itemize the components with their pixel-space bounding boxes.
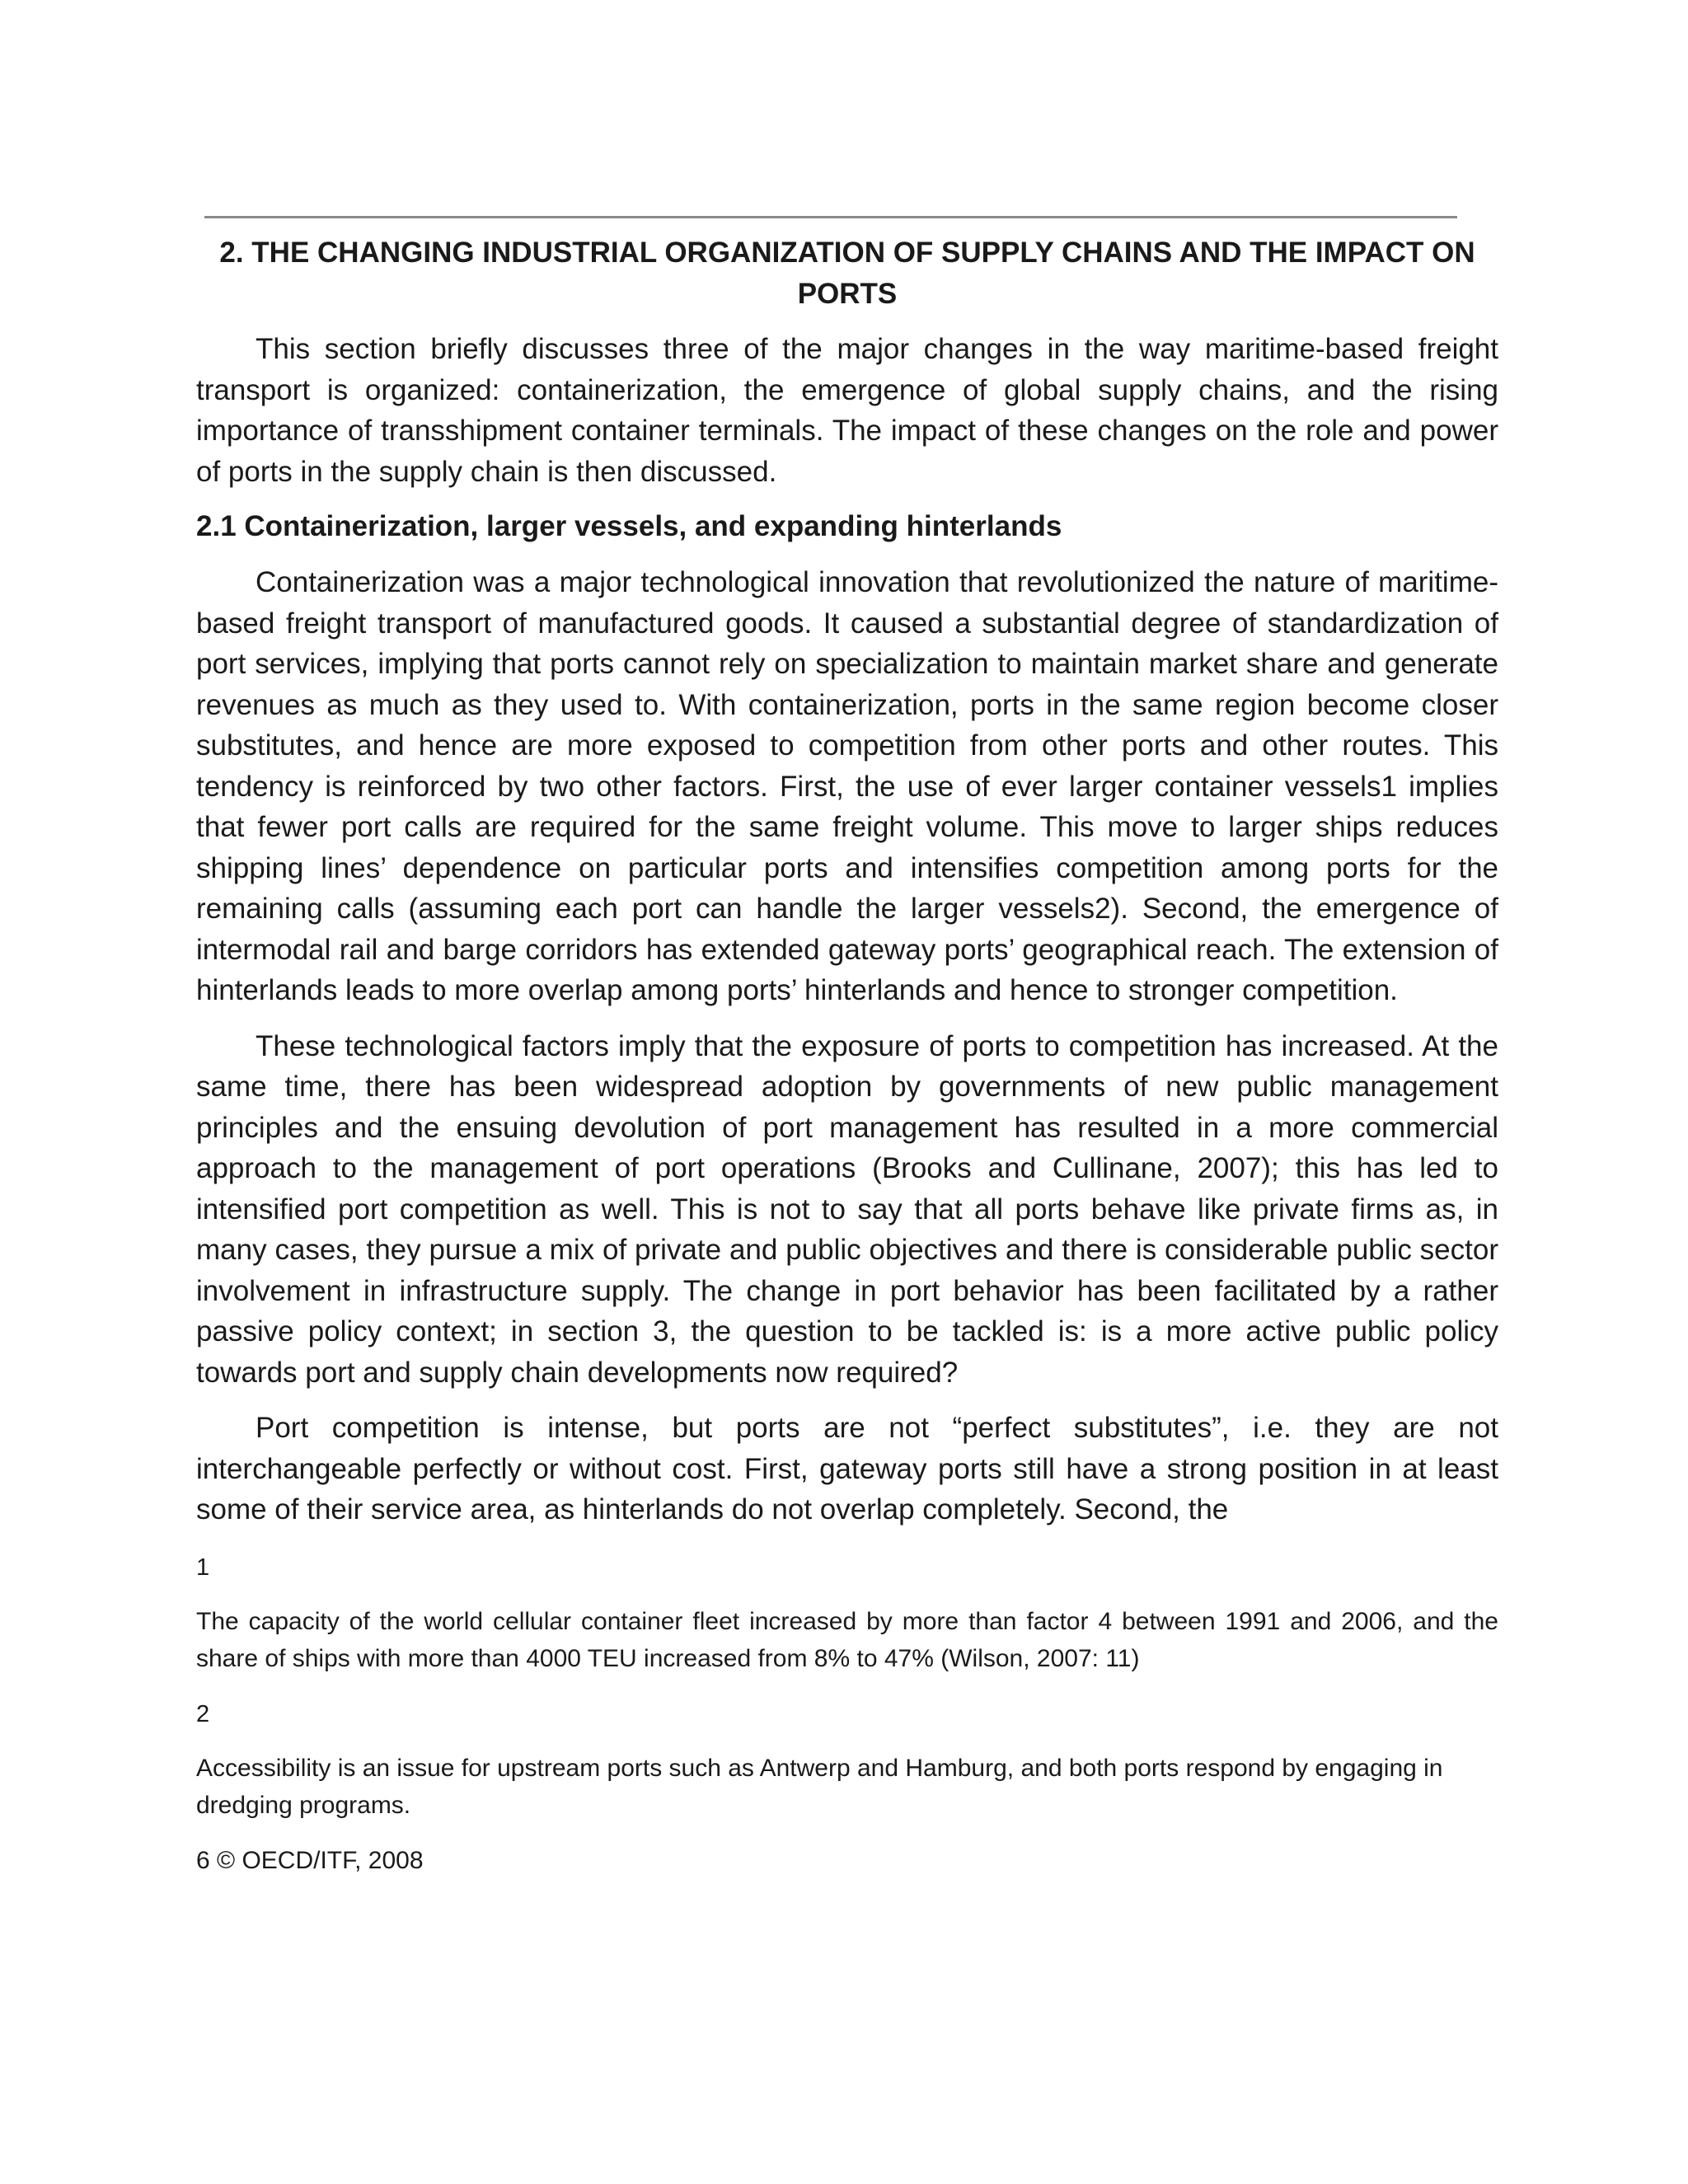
body-paragraph-competition: These technological factors imply that the exposure of ports to competition has increased. At the same time, there has been widespread adoption by governments of new public management principles and the ensuing devolution of port management has resulted in a more commercial approach to the management of port operations (Brooks and Cullinane, 2007); this has led to intensified port competition as well. This is not to say that all ports behave like private firms as, in many cases, they pursue a mix of private and public objectives and there is considerable public sector involvement in infrastructure supply. The change in port behavior has been facilitated by a rather passive policy context; in section 3, the question to be tackled is: is a more active public policy towards port and supply chain developments now required?: [196, 1029, 1498, 1389]
section-title: 2. THE CHANGING INDUSTRIAL ORGANIZATION OF SUPPLY CHAINS AND THE IMPACT ON PORTS: [219, 237, 1475, 310]
footnote-2-text: Accessibility is an issue for upstream ports such as Antwerp and Hamburg, and both ports respond by engaging in dredging programs.: [196, 1754, 1443, 1819]
intro-paragraph: This section briefly discusses three of the major changes in the way maritime-based freight transport is organized: containerization, the emergence of global supply chains, and the rising importance of transshipment container terminals. The impact of these changes on the role and power of ports in the supply chain is then discussed.: [196, 333, 1498, 488]
body-paragraph-containerization: Containerization was a major technological innovation that revolutionized the nature of maritime-based freight transport of manufactured goods. It caused a substantial degree of standardization of port services, implying that ports cannot rely on specialization to maintain market share and generate revenues as much as they used to. With containerization, ports in the same region become closer substitutes, and hence are more exposed to competition from other ports and other routes. This tendency is reinforced by two other factors. First, the use of ever larger container vessels1 implies that fewer port calls are required for the same freight volume. This move to larger ships reduces shipping lines’ dependence on particular ports and intensifies competition among ports for the remaining calls (assuming each port can handle the larger vessels2). Second, the emergence of intermodal rail and barge corridors has extended gateway ports’ geographical reach. The extension of hinterlands leads to more overlap among ports’ hinterlands and hence to stronger competition.: [196, 566, 1498, 1006]
footnote-1-mark: 1: [196, 1554, 210, 1581]
footnote-2-mark: 2: [196, 1700, 210, 1727]
header-rule: [204, 216, 1457, 218]
page-footer: 6 © OECD/ITF, 2008: [196, 1846, 424, 1874]
footnote-1-text: The capacity of the world cellular container fleet increased by more than factor 4 between 1991 and 2006, and the share of ships with more than 4000 TEU increased from 8% to 47% (Wilson, 2007: 11): [196, 1607, 1498, 1672]
subsection-title: 2.1 Containerization, larger vessels, and expanding hinterlands: [196, 510, 1062, 542]
page-content: [196, 232, 1498, 1878]
body-paragraph-substitutes: Port competition is intense, but ports are not “perfect substitutes”, i.e. they are not interchangeable perfectly or without cost. First, gateway ports still have a strong position in at least some of their service area, as hinterlands do not overlap completely. Second, the: [196, 1412, 1498, 1526]
